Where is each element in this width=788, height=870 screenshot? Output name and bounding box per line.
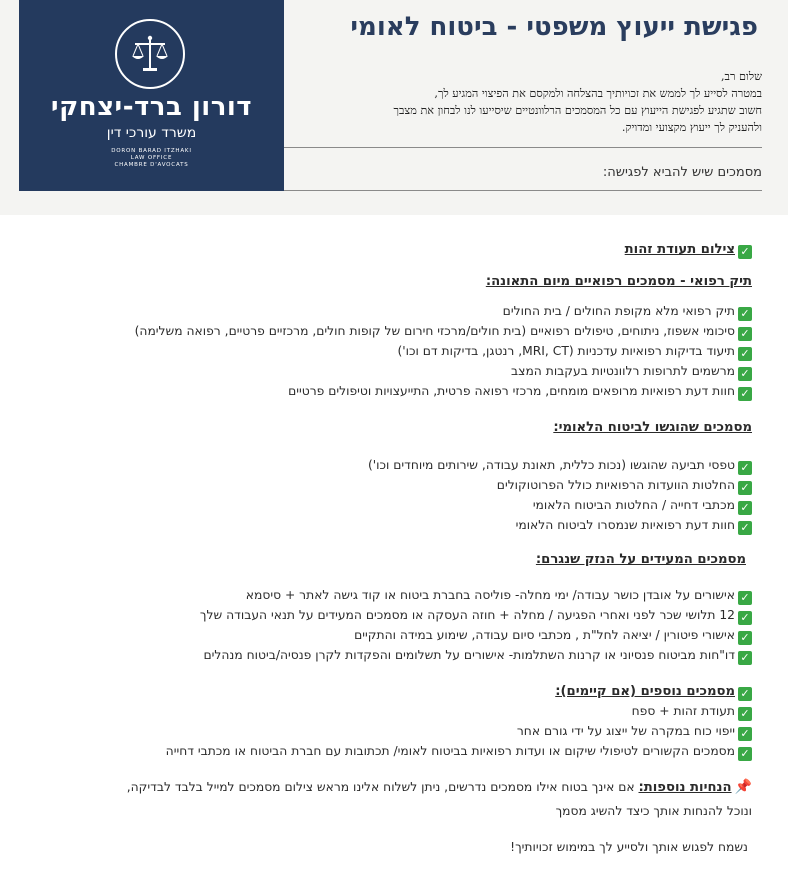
submitted-heading-row: [553, 418, 752, 437]
check-mark-icon: ✓: [738, 631, 752, 645]
list-item-text: מכתבי דחייה / החלטות הביטוח הלאומי: [532, 498, 735, 512]
section-heading: הנחיות נוספות:: [638, 780, 732, 795]
medical-heading-row: [486, 272, 752, 291]
check-mark-icon: ✓: [738, 367, 752, 381]
list-item-text: חוות דעת רפואיות מרופאים מומחים, מרכזי רפואה פרטית, התייעצויות וטיפולים פרטיים: [288, 384, 735, 398]
list-item-text: דו"חות מביטוח פנסיוני או קרנות השתלמות- אישורים על תשלומים והפקדות לקרן פנסיה/ביטוח מנהלים: [203, 648, 735, 662]
list-item: [497, 476, 752, 495]
divider: [284, 147, 762, 148]
list-item-text: תעודת זהות + ספח: [631, 704, 735, 718]
check-mark-icon: ✓: [738, 727, 752, 741]
intro-line: חשוב שתגיע לפגישת הייעוץ עם כל המסמכים הרלוונטיים שיסייעו לנו לבחון את מצבך: [393, 104, 762, 117]
check-mark-icon: ✓: [738, 501, 752, 515]
id-heading-row: [625, 240, 752, 259]
intro-paragraph: [292, 68, 762, 136]
list-item: [517, 722, 752, 741]
section-heading: מסמכים המעידים על הנזק שנגרם:: [535, 552, 746, 567]
damage-heading-row: [536, 550, 746, 569]
list-item: [288, 382, 752, 401]
list-item: [200, 606, 752, 625]
check-mark-icon: ✓: [738, 245, 752, 259]
section-heading: צילום תעודת זהות: [624, 242, 735, 257]
list-item: [533, 496, 752, 515]
list-item: [204, 646, 753, 665]
extra-heading-row: [555, 682, 752, 701]
header-band: [0, 0, 788, 215]
brand-latin-office: LAW OFFICE: [130, 155, 173, 161]
intro-line: במטרה לסייע לך לממש את זכויותיך בהצלחה ולמקסם את הפיצוי המגיע לך,: [434, 87, 762, 100]
check-mark-icon: ✓: [738, 591, 752, 605]
brand-subtitle: משרד עורכי דין: [106, 125, 197, 141]
list-item: [166, 742, 752, 761]
list-item-text: מרשמים לתרופות רלוונטיות בעקבות המצב: [511, 364, 735, 378]
check-mark-icon: ✓: [738, 387, 752, 401]
list-item-text: 12 תלושי שכר לפני ואחרי הפגיעה / מחלה + חוזה העסקה או מסמכים המעידים על תנאי העבודה שלך: [199, 608, 735, 622]
check-mark-icon: ✓: [738, 521, 752, 535]
list-item: [397, 342, 752, 361]
list-item-text: ייפוי כוח במקרה של ייצוג על ידי גורם אחר: [516, 724, 735, 738]
documents-to-bring-label: מסמכים שיש להביא לפגישה:: [602, 165, 762, 180]
list-item-text: תיעוד בדיקות רפואיות עדכניות (MRI, CT, רנטגן, בדיקות דם וכו'): [397, 344, 735, 358]
list-item-text: אישורים על אובדן כושר עבודה/ ימי מחלה- פוליסה בחברת ביטוח או קוד גישה לאתר + סיסמא: [245, 588, 735, 602]
notes-text: אם אינך בטוח אילו מסמכים נדרשים, ניתן לשלוח אלינו מראש צילום מסמכים למייל בלבד לבדיקה,: [126, 780, 635, 794]
check-mark-icon: ✓: [738, 461, 752, 475]
list-item: [368, 456, 752, 475]
list-item: [516, 516, 752, 535]
section-heading: מסמכים נוספים (אם קיימים):: [555, 684, 735, 699]
list-item: [503, 302, 752, 321]
list-item-text: אישורי פיטורין / יציאה לחל"ת , מכתבי סיום עבודה, שימוע במידה והתקיים: [354, 628, 735, 642]
check-mark-icon: ✓: [738, 651, 752, 665]
scales-of-justice-icon: [128, 32, 172, 76]
check-mark-icon: ✓: [738, 347, 752, 361]
list-item: [135, 322, 752, 341]
closing-line: נשמח לפגוש אותך ולסייע לך במימוש זכויותיך!: [510, 840, 748, 854]
list-item-text: תיק רפואי מלא מקופת החולים / בית החולים: [502, 304, 735, 318]
list-item: [246, 586, 752, 605]
logo-panel: [19, 0, 284, 191]
list-item-text: סיכומי אשפוז, ניתוחים, טיפולים רפואיים (בית חולים/מרכזי חירום של קופות חולים, מרכזיים פרטיים, רפואה משלימה): [134, 324, 735, 338]
check-mark-icon: ✓: [738, 707, 752, 721]
notes-continuation: ונוכל להנחות אותך כיצד להשיג מסמך: [555, 804, 752, 818]
check-mark-icon: ✓: [738, 747, 752, 761]
brand-latin-name: DORON BARAD ITZHAKI: [111, 148, 192, 154]
pushpin-icon: 📌: [734, 779, 752, 795]
page-title: פגישת ייעוץ משפטי - ביטוח לאומי: [350, 12, 758, 42]
logo-emblem: [115, 19, 185, 89]
check-mark-icon: ✓: [738, 687, 752, 701]
brand-latin-chambre: CHAMBRE D'AVOCATS: [114, 162, 189, 168]
list-item-text: טפסי תביעה שהוגשו (נכות כללית, תאונת עבודה, שירותים מיוחדים וכו'): [367, 458, 735, 472]
notes-row: [127, 778, 752, 797]
header-text-area: [284, 0, 762, 191]
check-mark-icon: ✓: [738, 327, 752, 341]
intro-line: ולהעניק לך ייעוץ מקצועי ומדויק.: [621, 121, 762, 134]
list-item: [354, 626, 752, 645]
section-heading: מסמכים שהוגשו לביטוח הלאומי:: [553, 420, 752, 435]
divider: [284, 190, 762, 191]
check-mark-icon: ✓: [738, 481, 752, 495]
section-heading: תיק רפואי - מסמכים רפואיים מיום התאונה:: [485, 274, 752, 289]
brand-name: דורון ברד-יצחקי: [50, 92, 253, 122]
check-mark-icon: ✓: [738, 307, 752, 321]
check-mark-icon: ✓: [738, 611, 752, 625]
list-item: [511, 362, 752, 381]
list-item-text: החלטות הוועדות הרפואיות כולל הפרוטוקולים: [496, 478, 735, 492]
list-item-text: מסמכים הקשורים לטיפולי שיקום או ועדות רפואיות בביטוח לאומי/ תכתובות עם חברת הביטוח או מכתבי דחייה: [165, 744, 735, 758]
list-item: [632, 702, 752, 721]
intro-line: שלום רב,: [721, 70, 762, 83]
list-item-text: חוות דעת רפואיות שנמסרו לביטוח הלאומי: [515, 518, 735, 532]
